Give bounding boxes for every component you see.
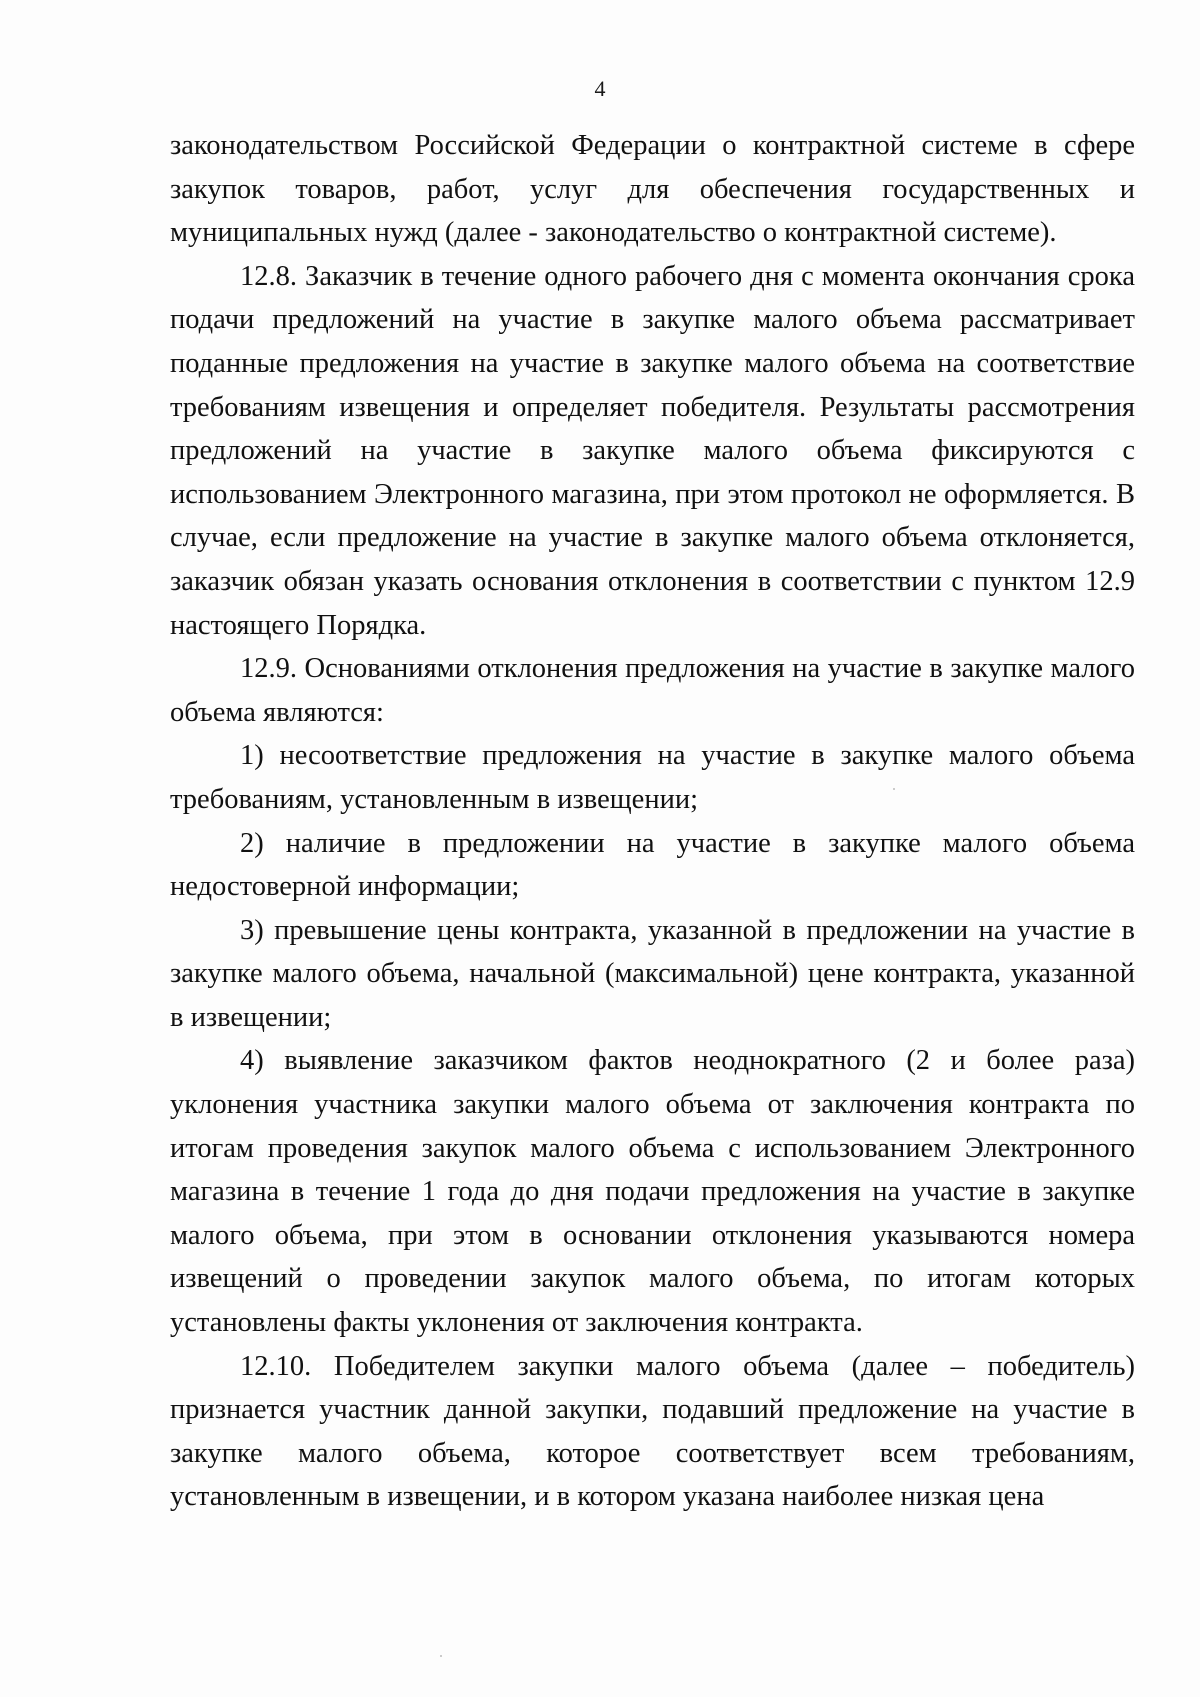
paragraph-12-9: 12.9. Основаниями отклонения предложения на участие в закупке малого объема являются:: [170, 653, 1135, 728]
paragraph-12-10: 12.10. Победителем закупки малого объема (далее – победитель) признается участник данной закупки, подавший предложение на участие в закупке малого объема, которое соответствует всем требованиям, установленным в извещении, и в котором указана наиболее низкая цена: [170, 1350, 1135, 1513]
list-item-1: 1) несоответствие предложения на участие в закупке малого объема требованиям, установленным в извещении;: [170, 740, 1135, 815]
page-number: 4: [594, 76, 606, 101]
scan-speck: [440, 1655, 442, 1657]
list-item-3: 3) превышение цены контракта, указанной в предложении на участие в закупке малого объема, начальной (максимальной) цене контракта, указанной в извещении;: [170, 914, 1135, 1033]
list-item-4: 4) выявление заказчиком фактов неоднократного (2 и более раза) уклонения участника закупки малого объема от заключения контракта по итогам проведения закупок малого объема с использованием Электронного магазина в течение 1 года до дня подачи предложения на участие в закупке малого объема, при этом в основании отклонения указываются номера извещений о проведении закупок малого объема, по итогам которых установлены факты уклонения от заключения контракта.: [170, 1045, 1135, 1339]
paragraph-continuation: законодательством Российской Федерации о контрактной системе в сфере закупок товаров, работ, услуг для обеспечения государственных и муниципальных нужд (далее - законодательство о контрактной системе).: [170, 130, 1135, 249]
list-item-2: 2) наличие в предложении на участие в закупке малого объема недостоверной информации;: [170, 827, 1135, 903]
scan-speck: [893, 788, 895, 790]
paragraph-12-8: 12.8. Заказчик в течение одного рабочего дня с момента окончания срока подачи предложений на участие в закупке малого объема рассматривает поданные предложения на участие в закупке малого объема на соответствие требованиям извещения и определяет победителя. Результаты рассмотрения предложений на участие в закупке малого объема фиксируются с использованием Электронного магазина, при этом протокол не оформляется. В случае, если предложение на участие в закупке малого объема отклоняется, заказчик обязан указать основания отклонения в соответствии с пунктом 12.9 настоящего Порядка.: [170, 260, 1135, 641]
document-body: [170, 124, 1135, 1519]
